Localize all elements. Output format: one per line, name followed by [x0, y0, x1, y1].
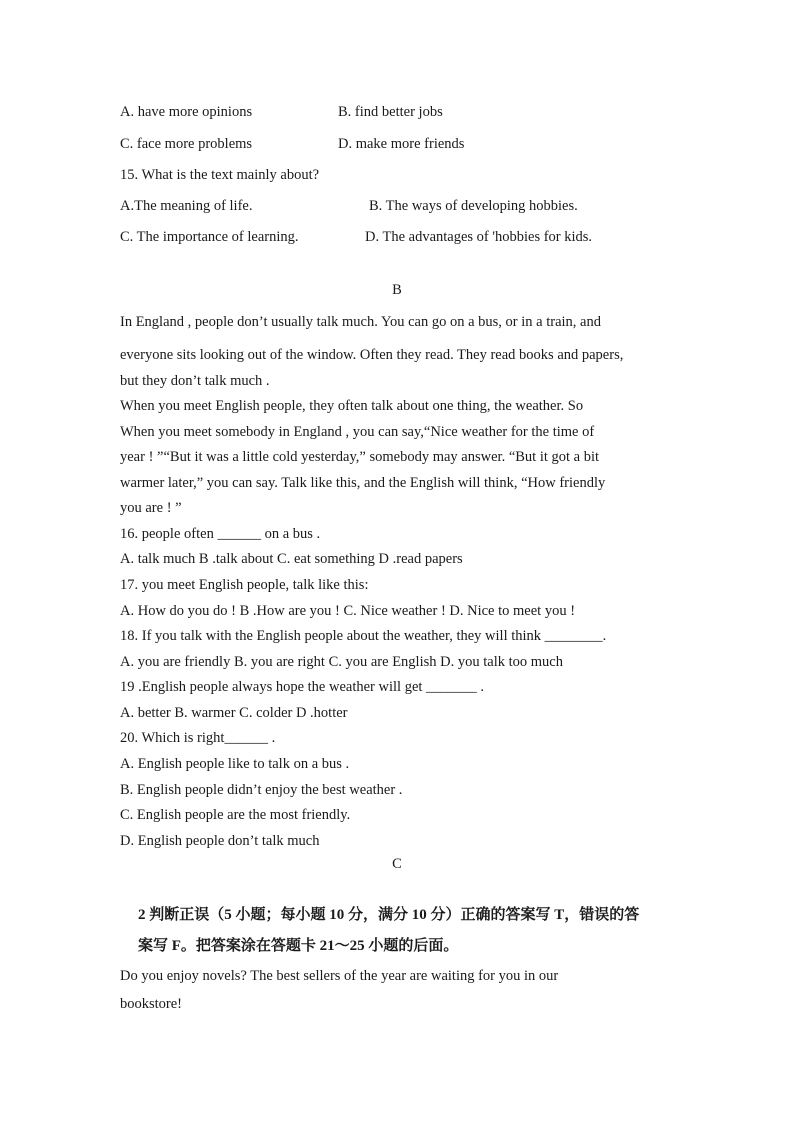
- q18-question: 18. If you talk with the English people about the weather, they will think ________.: [120, 628, 607, 644]
- part2-instruction: 2 判断正误（5 小题；每小题 10 分，满分 10 分）正确的答案写 T，错误的答: [138, 907, 640, 923]
- q18-options: A. you are friendly B. you are right C. you are English D. you talk too much: [120, 654, 563, 670]
- passage-line: When you meet English people, they often talk about one thing, the weather. So: [120, 398, 584, 414]
- q20-question: 20. Which is right______ .: [120, 730, 276, 746]
- section-c-heading: C: [392, 856, 402, 872]
- q15-option-c: C. The importance of learning.: [120, 229, 299, 245]
- q17-options: A. How do you do ! B .How are you ! C. Nice weather ! D. Nice to meet you !: [120, 603, 576, 619]
- q15-question: 15. What is the text mainly about?: [120, 167, 320, 183]
- q16-question: 16. people often ______ on a bus .: [120, 526, 321, 542]
- q17-question: 17. you meet English people, talk like this:: [120, 577, 369, 593]
- q20-option-a: A. English people like to talk on a bus .: [120, 756, 350, 772]
- passage-line: In England , people don’t usually talk much. You can go on a bus, or in a train, and: [120, 314, 601, 330]
- q16-options: A. talk much B .talk about C. eat something D .read papers: [120, 551, 463, 567]
- q14-option-b: B. find better jobs: [338, 104, 443, 120]
- q15-option-a: A.The meaning of life.: [120, 198, 253, 214]
- section-b-heading: B: [392, 282, 402, 298]
- q15-option-d: D. The advantages of 'hobbies for kids.: [365, 229, 593, 245]
- q20-option-b: B. English people didn’t enjoy the best weather .: [120, 782, 403, 798]
- part2-instruction-cont: 案写 F。把答案涂在答题卡 21～25 小题的后面。: [138, 938, 459, 954]
- part2-passage-line: Do you enjoy novels? The best sellers of the year are waiting for you in our: [120, 968, 559, 984]
- q14-option-c: C. face more problems: [120, 136, 253, 152]
- q19-question: 19 .English people always hope the weather will get _______ .: [120, 679, 485, 695]
- q14-option-d: D. make more friends: [338, 136, 465, 152]
- passage-line: When you meet somebody in England , you can say,“Nice weather for the time of: [120, 424, 595, 440]
- q20-option-c: C. English people are the most friendly.: [120, 807, 351, 823]
- q14-option-a: A. have more opinions: [120, 104, 253, 120]
- passage-line: everyone sits looking out of the window. Often they read. They read books and papers,: [120, 347, 624, 363]
- q20-option-d: D. English people don’t talk much: [120, 833, 320, 849]
- passage-line: year ! ”“But it was a little cold yesterday,” somebody may answer. “But it got a bit: [120, 449, 600, 465]
- q19-options: A. better B. warmer C. colder D .hotter: [120, 705, 348, 721]
- passage-line: warmer later,” you can say. Talk like this, and the English will think, “How friendly: [120, 475, 606, 491]
- part2-passage-line: bookstore!: [120, 996, 183, 1012]
- q15-option-b: B. The ways of developing hobbies.: [369, 198, 578, 214]
- passage-line: you are ! ”: [120, 500, 182, 516]
- passage-line: but they don’t talk much .: [120, 373, 270, 389]
